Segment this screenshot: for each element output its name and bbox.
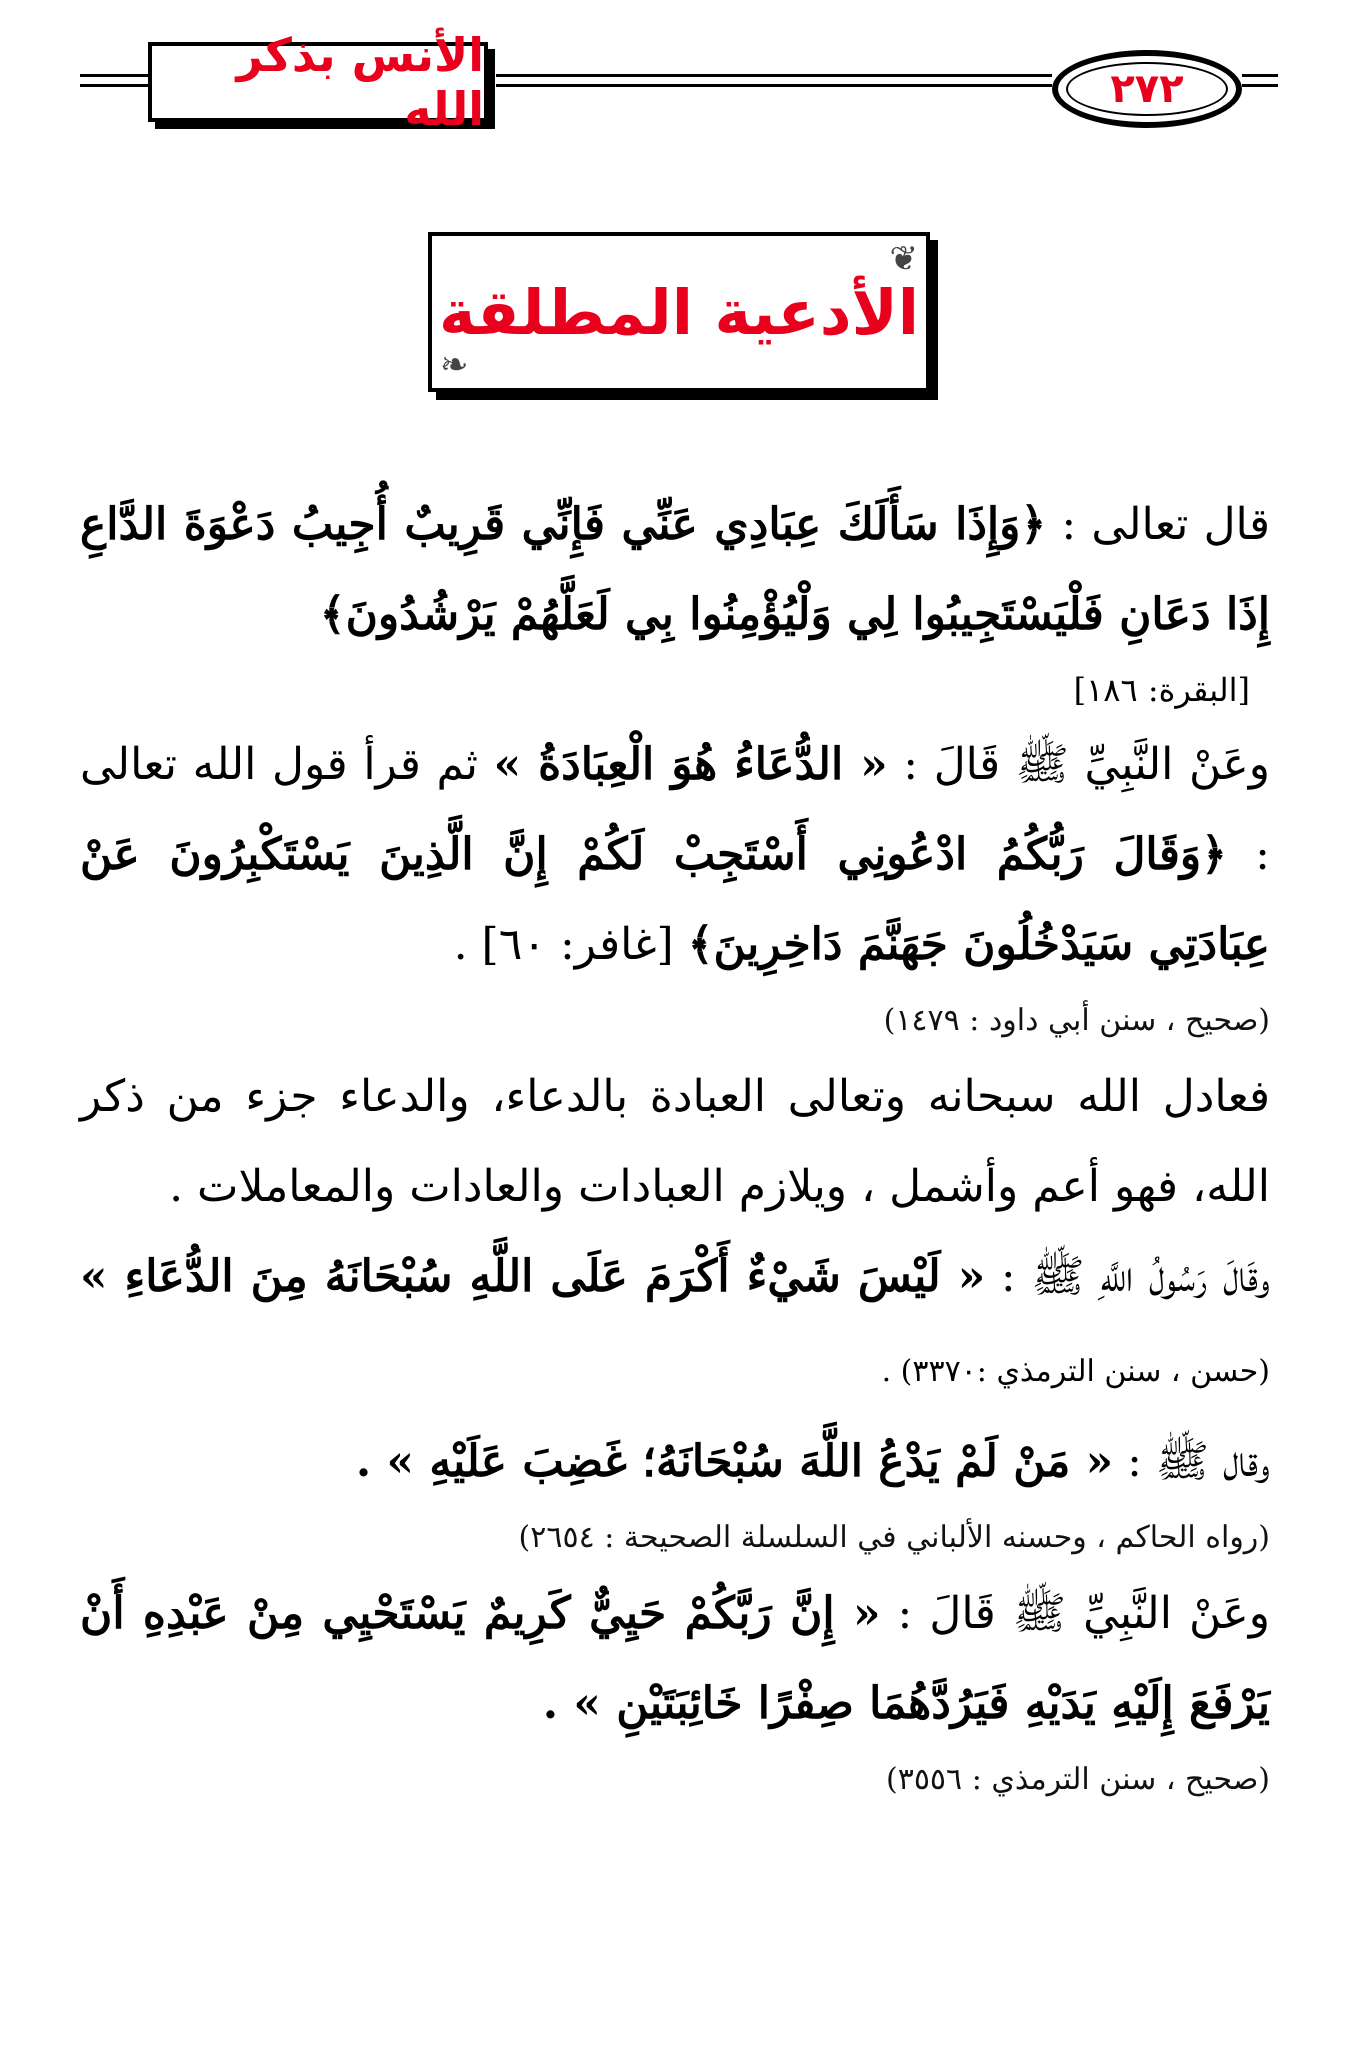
paragraph-3 <box>80 1052 1270 1232</box>
header-rule-right-2 <box>1242 84 1278 87</box>
verse-reference: [غافر: ٦٠] . <box>453 919 674 970</box>
floral-ornament-icon: ❦ <box>889 239 918 279</box>
hadith-text: « لَيْسَ شَيْءٌ أَكْرَمَ عَلَى اللَّهِ سُبْحَانَهُ مِنَ الدُّعَاءِ » <box>80 1251 986 1302</box>
page-body <box>80 480 1270 1811</box>
paragraph-6 <box>80 1569 1270 1749</box>
book-title-box <box>148 28 488 136</box>
hadith-source: (صحيح ، سنن الترمذي : ٣٥٥٦) <box>885 1762 1270 1797</box>
hadith-source: (حسن ، سنن الترمذي :٣٣٧٠) . <box>881 1354 1270 1389</box>
floral-ornament-icon: ❧ <box>440 345 469 385</box>
header-rule-left <box>80 74 150 77</box>
section-title-box <box>428 232 930 392</box>
intro-text: قال تعالى : <box>1061 499 1270 550</box>
header-rule-middle <box>496 74 1052 77</box>
paragraph-1 <box>80 480 1270 660</box>
hadith-source: (رواه الحاكم ، وحسنه الألباني في السلسلة الصحيحة : ٢٦٥٤) <box>518 1520 1270 1555</box>
hadith-source: (صحيح ، سنن أبي داود : ١٤٧٩) <box>883 1003 1270 1038</box>
hadith-text: « الدُّعَاءُ هُوَ الْعِبَادَةُ » <box>493 739 888 790</box>
quran-verse: ﴿وَإِذَا سَأَلَكَ عِبَادِي عَنِّي فَإِنِّي قَرِيبٌ أُجِيبُ دَعْوَةَ الدَّاعِ إِذَا دَعَانِ فَلْيَسْتَجِيبُوا لِي وَلْيُؤْمِنُوا بِي لَعَلَّهُمْ يَرْشُدُونَ﴾ <box>80 499 1270 640</box>
section-title: الأدعية المطلقة <box>438 275 920 349</box>
paragraph-5 <box>80 1417 1270 1507</box>
page-number: ٢٧٢ <box>1110 66 1184 112</box>
intro-text: وقَالَ رَسُولُ اللَّهِ ﷺ : <box>1000 1251 1270 1302</box>
page-header <box>0 0 1356 140</box>
header-rule-right <box>1242 74 1278 77</box>
intro-text: وعَنْ النَّبِيِّ ﷺ قَالَ : <box>903 739 1270 790</box>
paragraph-2 <box>80 720 1270 990</box>
intro-text: وعَنْ النَّبِيِّ ﷺ قَالَ : <box>897 1588 1270 1639</box>
book-title: الأنس بذكر الله <box>236 28 484 136</box>
intro-text: وقال ﷺ : <box>1127 1436 1270 1487</box>
header-rule-left-2 <box>80 84 150 87</box>
quran-verse: ﴿وَقَالَ رَبُّكُمُ ادْعُونِي أَسْتَجِبْ لَكُمْ إِنَّ الَّذِينَ يَسْتَكْبِرُونَ عَنْ عِبَادَتِي سَيَدْخُلُونَ جَهَنَّمَ دَاخِرِينَ﴾ <box>80 829 1270 970</box>
connector-text: ثم قرأ قول الله تعالى : <box>80 739 1270 880</box>
hadith-text: « إِنَّ رَبَّكُمْ حَيِيٌّ كَرِيمٌ يَسْتَحْيِي مِنْ عَبْدِهِ أَنْ يَرْفَعَ إِلَيْهِ يَدَيْهِ فَيَرُدَّهُمَا صِفْرًا خَائِبَتَيْنِ » . <box>80 1588 1270 1729</box>
verse-reference: [البقرة: ١٨٦] <box>1073 671 1250 709</box>
paragraph-4 <box>80 1232 1270 1417</box>
hadith-text: « مَنْ لَمْ يَدْعُ اللَّهَ سُبْحَانَهُ؛ غَضِبَ عَلَيْهِ » . <box>355 1436 1114 1487</box>
page-number-oval <box>1052 50 1242 128</box>
body-text: فعادل الله سبحانه وتعالى العبادة بالدعاء، والدعاء جزء من ذكر الله، فهو أعم وأشمل ، ويلازم العبادات والعادات والمعاملات . <box>80 1071 1270 1212</box>
header-rule-middle-2 <box>496 84 1052 87</box>
